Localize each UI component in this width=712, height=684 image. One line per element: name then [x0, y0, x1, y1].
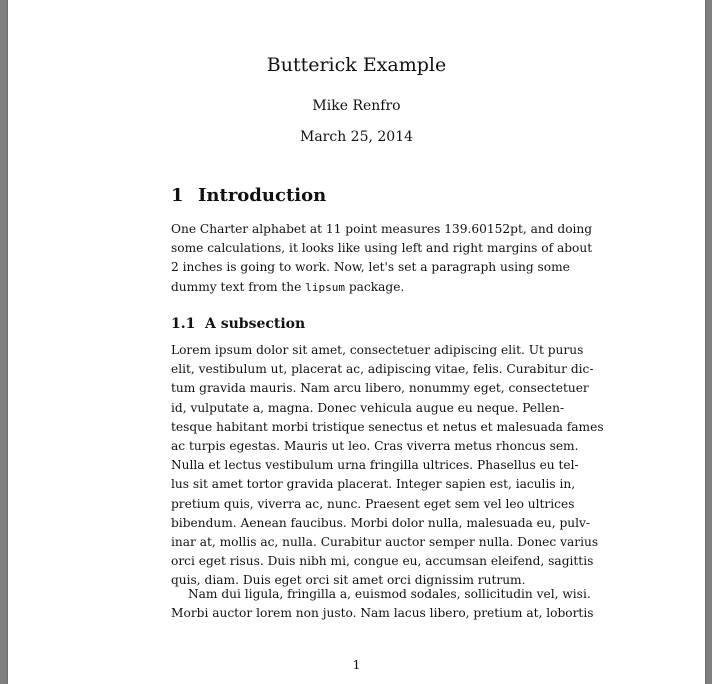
paragraph-line: Nulla et lectus vestibulum urna fringilla ultrices. Phasellus eu tel-	[171, 458, 579, 473]
paragraph-line: pretium quis, viverra ac, nunc. Praesent eget sem vel leo ultrices	[171, 496, 575, 511]
paragraph-line: Nam dui ligula, fringilla a, euismod sodales, sollicitudin vel, wisi.	[188, 587, 591, 601]
package-name-code: lipsum	[305, 280, 345, 294]
paragraph-line: One Charter alphabet at 11 point measures 139.60152pt, and doing	[171, 222, 593, 236]
section-number: 1	[171, 185, 184, 206]
lipsum-paragraph-2	[171, 585, 594, 623]
paragraph-line: tum gravida mauris. Nam arcu libero, nonummy eget, consectetuer	[171, 381, 589, 396]
line-text: package.	[344, 279, 405, 294]
paragraph-line: some calculations, it looks like using left and right margins of about	[171, 241, 593, 256]
subsection-heading	[171, 316, 305, 332]
document-author: Mike Renfro	[312, 98, 401, 114]
paragraph-line: orci eget risus. Duis nibh mi, congue eu, accumsan eleifend, sagittis	[171, 554, 594, 569]
section-heading	[171, 185, 326, 206]
paragraph-line: bibendum. Aenean faucibus. Morbi dolor nulla, malesuada eu, pulv-	[171, 515, 590, 530]
paragraph-line: Morbi auctor lorem non justo. Nam lacus libero, pretium at, lobortis	[171, 606, 594, 621]
paragraph-line: Lorem ipsum dolor sit amet, consectetuer adipiscing elit. Ut purus	[171, 343, 584, 357]
lipsum-paragraph-1	[171, 341, 604, 590]
subsection-title: A subsection	[205, 316, 306, 332]
paragraph-line: tesque habitant morbi tristique senectus et netus et malesuada fames	[171, 419, 604, 434]
page-number: 1	[352, 657, 361, 672]
document-title: Butterick Example	[266, 54, 447, 76]
paragraph-line: 2 inches is going to work. Now, let's set a paragraph using some	[171, 260, 570, 275]
paragraph-line: id, vulputate a, magna. Donec vehicula augue eu neque. Pellen-	[171, 400, 565, 415]
paragraph-line: quis, diam. Duis eget orci sit amet orci dignissim rutrum.	[171, 573, 526, 588]
paragraph-line	[171, 278, 539, 297]
intro-paragraph	[171, 220, 593, 297]
document-date: March 25, 2014	[299, 129, 414, 145]
line-text: dummy text from the	[171, 279, 306, 294]
paragraph-line: lus sit amet tortor gravida placerat. Integer sapien est, iaculis in,	[171, 477, 576, 492]
section-title: Introduction	[198, 185, 327, 206]
subsection-number: 1.1	[171, 316, 196, 332]
paragraph-line: inar at, mollis ac, nulla. Curabitur auctor semper nulla. Donec varius	[171, 534, 599, 549]
document-page[interactable]	[8, 0, 705, 684]
paragraph-line: elit, vestibulum ut, placerat ac, adipiscing vitae, felis. Curabitur dic-	[171, 362, 594, 377]
paragraph-line: ac turpis egestas. Mauris ut leo. Cras viverra metus rhoncus sem.	[171, 438, 579, 453]
